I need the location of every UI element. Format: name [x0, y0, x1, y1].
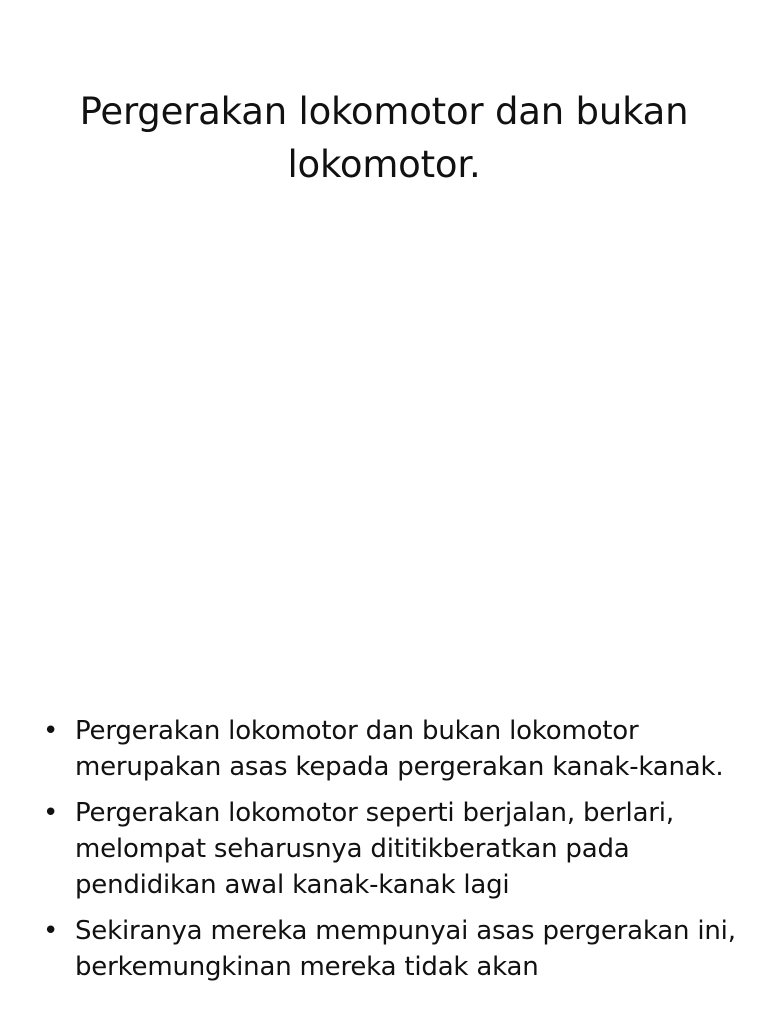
bullet-point-icon: •: [43, 916, 59, 946]
bullet-point-icon: •: [43, 716, 59, 746]
slide-title: Pergerakan lokomotor dan bukan lokomotor.: [79, 90, 689, 186]
bullet-list: [0, 713, 768, 995]
bullet-point-icon: •: [43, 798, 59, 828]
bullet-text: Pergerakan lokomotor dan bukan lokomotor merupakan asas kepada pergerakan kanak-kanak.: [75, 716, 724, 782]
bullet-text: Pergerakan lokomotor seperti berjalan, berlari, melompat seharusnya dititikberatkan pada pendidikan awal kanak-kanak lagi: [75, 798, 674, 900]
bullet-item: [0, 913, 768, 985]
bullet-item: [0, 795, 768, 903]
bullet-item: [0, 713, 768, 785]
bullet-text: Sekiranya mereka mempunyai asas pergerakan ini, berkemungkinan mereka tidak akan: [75, 916, 736, 982]
